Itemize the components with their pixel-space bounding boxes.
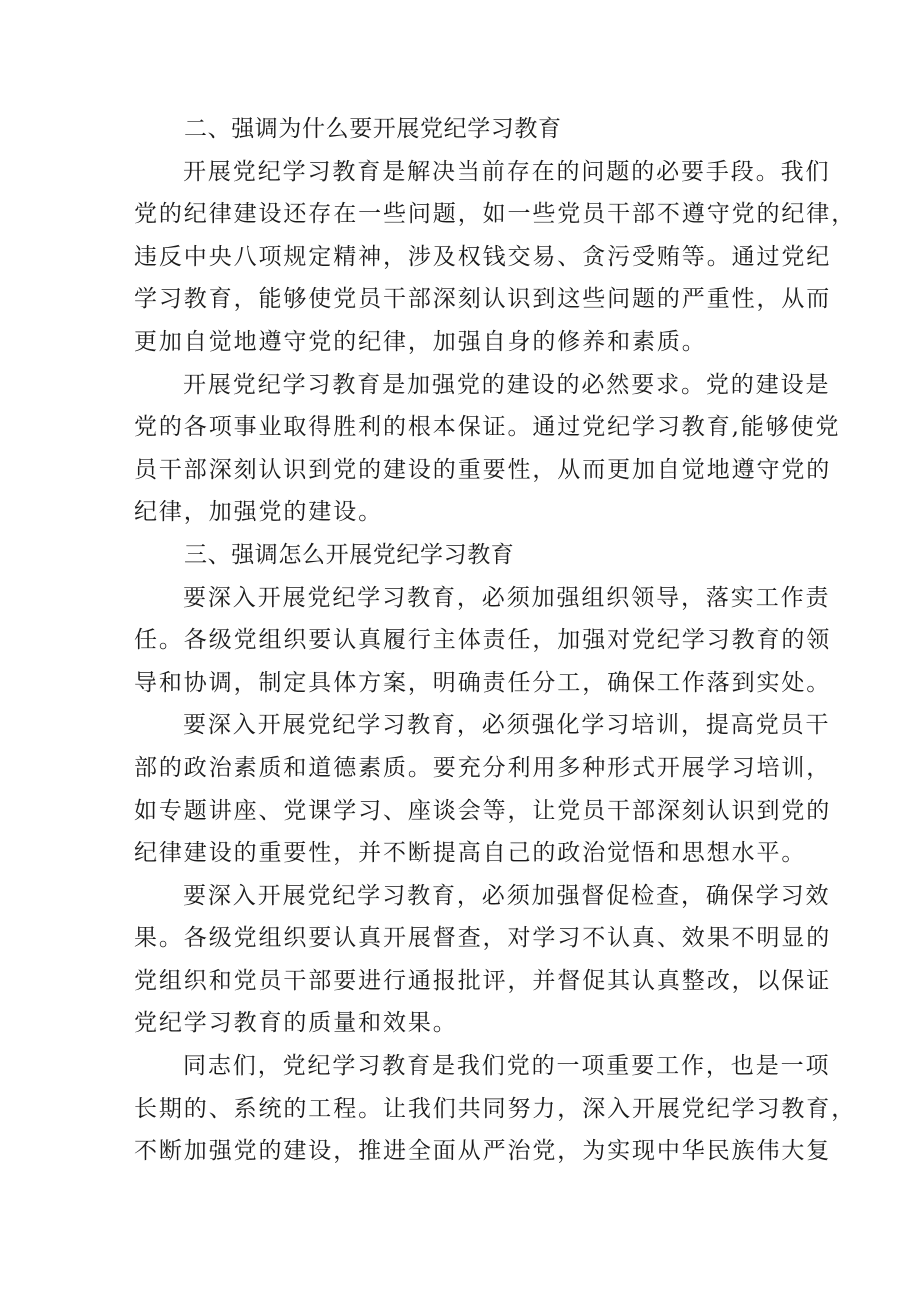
text-line: 要深入开展党纪学习教育，必须强化学习培训，提高党员干 — [183, 712, 831, 739]
text-line: 纪律建设的重要性，并不断提高自己的政治觉悟和思想水平。 — [134, 840, 807, 867]
text-line: 开展党纪学习教育是解决当前存在的问题的必要手段。我们 — [183, 158, 831, 185]
paragraph — [134, 577, 832, 705]
paragraph — [134, 364, 841, 534]
text-line: 不断加强党的建设，推进全面从严治党，为实现中华民族伟大复 — [134, 1138, 832, 1165]
text-line: 党的纪律建设还存在一些问题，如一些党员干部不遵守党的纪律， — [134, 201, 857, 228]
text-line: 部的政治素质和道德素质。要充分利用多种形式开展学习培训， — [134, 754, 832, 781]
text-line: 要深入开展党纪学习教育，必须加强组织领导，落实工作责 — [183, 584, 831, 611]
paragraph — [134, 1045, 857, 1173]
text-line: 导和协调，制定具体方案，明确责任分工，确保工作落到实处。 — [134, 669, 832, 696]
text-line: 违反中央八项规定精神，涉及权钱交易、贪污受贿等。通过党纪 — [134, 243, 832, 270]
paragraph — [134, 704, 832, 874]
section-heading: 二、强调为什么要开展党纪学习教育 — [184, 116, 562, 142]
text-line: 党的各项事业取得胜利的根本保证。通过党纪学习教育,能够使党 — [134, 414, 841, 441]
text-line: 纪律，加强党的建设。 — [134, 499, 383, 526]
document-body — [134, 108, 857, 1173]
text-line: 长期的、系统的工程。让我们共同努力，深入开展党纪学习教育， — [134, 1095, 857, 1122]
text-line: 果。各级党组织要认真开展督查，对学习不认真、效果不明显的 — [134, 925, 832, 952]
text-line: 党纪学习教育的质量和效果。 — [134, 1010, 458, 1037]
paragraph — [134, 151, 857, 364]
paragraph — [134, 875, 832, 1045]
text-line: 党组织和党员干部要进行通报批评，并督促其认真整改，以保证 — [134, 967, 832, 994]
text-line: 学习教育，能够使党员干部深刻认识到这些问题的严重性，从而 — [134, 286, 832, 313]
text-line: 同志们，党纪学习教育是我们党的一项重要工作，也是一项 — [183, 1053, 831, 1080]
text-line: 更加自觉地遵守党的纪律，加强自身的修养和素质。 — [134, 328, 707, 355]
section-heading: 三、强调怎么开展党纪学习教育 — [184, 541, 515, 568]
text-line: 如专题讲座、党课学习、座谈会等，让党员干部深刻认识到党的 — [134, 797, 832, 824]
text-line: 任。各级党组织要认真履行主体责任，加强对党纪学习教育的领 — [134, 627, 832, 654]
text-line: 开展党纪学习教育是加强党的建设的必然要求。党的建设是 — [183, 371, 831, 398]
text-line: 员干部深刻认识到党的建设的重要性，从而更加自觉地遵守党的 — [134, 456, 832, 483]
text-line: 要深入开展党纪学习教育，必须加强督促检查，确保学习效 — [183, 882, 831, 909]
